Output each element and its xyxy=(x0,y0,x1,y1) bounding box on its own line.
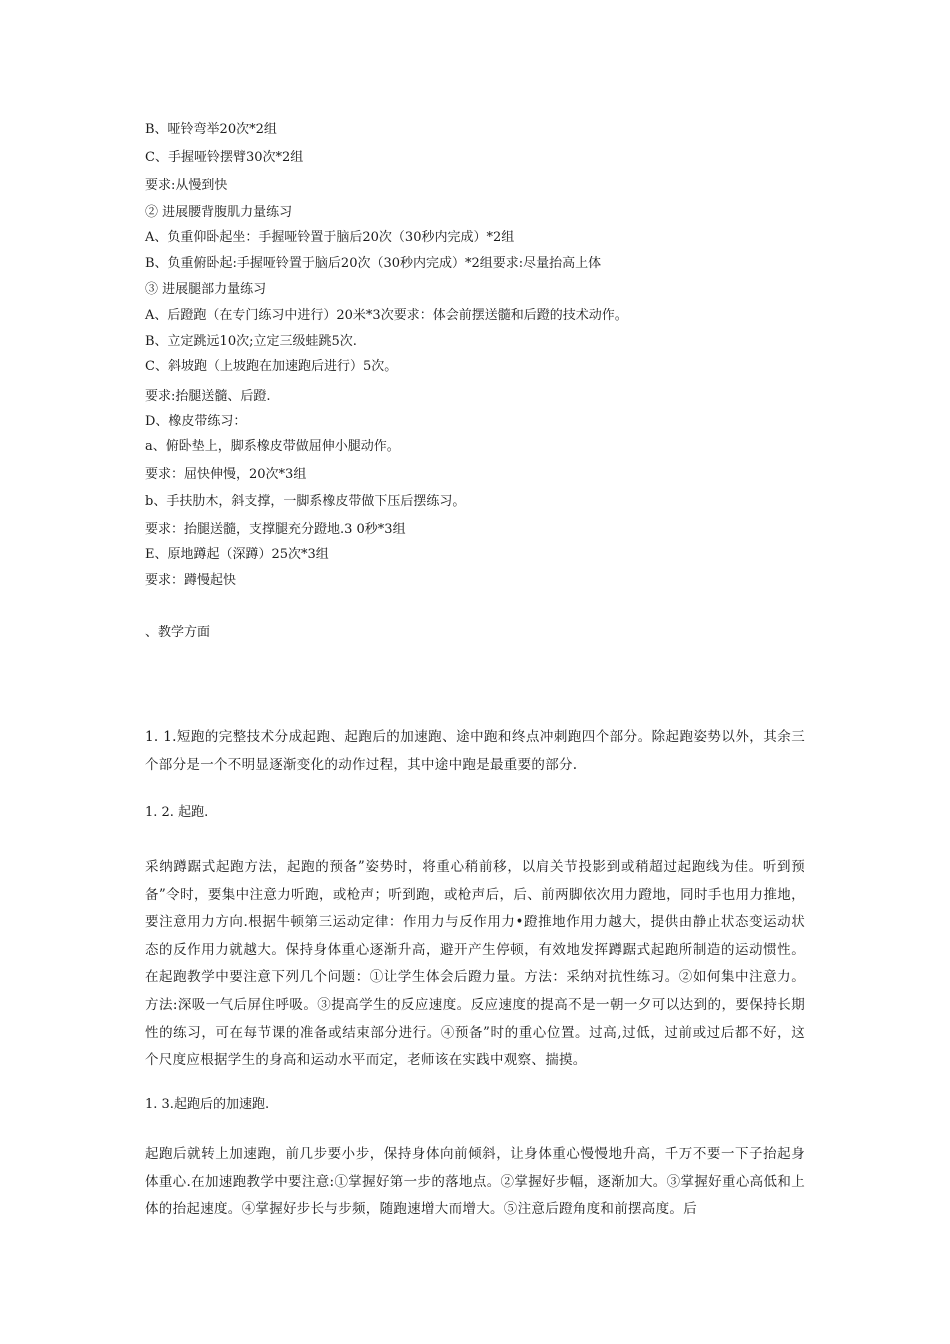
text-line: A、负重仰卧起坐：手握哑铃置于脑后20次（30秒内完成）*2组 xyxy=(145,230,515,245)
text-line: 要求:从慢到快 xyxy=(145,178,228,193)
paragraph-1-3: 起跑后就转上加速跑，前几步要小步，保持身体向前倾斜，让身体重心慢慢地升高，千万不要一下子抬起身体重心.在加速跑教学中要注意:①掌握好第一步的落地点。②掌握好步幅，逐渐加大。③掌握好重心高低和上体的抬起速度。④掌握好步长与步频，随跑速增大而增大。⑤注意后蹬角度和前摆高度。后 xyxy=(145,1146,805,1218)
text-line: B、立定跳远10次;立定三级蛙跳5次. xyxy=(145,334,357,349)
text-line: 要求：屈快伸慢，20次*3组 xyxy=(145,467,307,482)
text-line: a、俯卧垫上，脚系橡皮带做屈伸小腿动作。 xyxy=(145,439,400,454)
text-line: B、负重俯卧起:手握哑铃置于脑后20次（30秒内完成）*2组要求:尽量抬高上体 xyxy=(145,256,602,271)
text-line: 要求:抬腿送髓、后蹬. xyxy=(145,389,271,404)
text-line: 要求：抬腿送髓，支撑腿充分蹬地.3 0秒*3组 xyxy=(145,522,406,537)
text-line: C、手握哑铃摆臂30次*2组 xyxy=(145,150,304,165)
text-line: D、橡皮带练习： xyxy=(145,414,247,429)
text-line: ③ 进展腿部力量练习 xyxy=(145,282,267,297)
text-line: ② 进展腰背腹肌力量练习 xyxy=(145,205,293,220)
section-heading: 、教学方面 xyxy=(145,625,211,640)
paragraph-1-1: 1. 1.短跑的完整技术分成起跑、起跑后的加速跑、途中跑和终点冲刺跑四个部分。除起跑姿势以外，其余三个部分是一个不明显逐渐变化的动作过程，其中途中跑是最重要的部分. xyxy=(145,729,805,773)
paragraph-1-2: 采纳蹲踞式起跑方法，起跑的预备”姿势时，将重心稍前移，以肩关节投影到或稍超过起跑线为佳。听到预备”令时，要集中注意力听跑，或枪声；听到跑，或枪声后，后、前两脚依次用力蹬地，同时手也用力推地，要注意用力方向.根据牛顿第三运动定律：作用力与反作用力•蹬推地作用力越大，提供由静止状态变运动状态的反作用力就越大。保持身体重心逐渐升高，避开产生停顿，有效地发挥蹲踞式起跑所制造的运动惯性。在起跑教学中要注意下列几个问题：①让学生体会后蹬力量。方法：采纳对抗性练习。②如何集中注意力。方法:深吸一气后屏住呼吸。③提高学生的反应速度。反应速度的提高不是一朝一夕可以达到的，要保持长期性的练习，可在每节课的准备或结束部分进行。④预备”时的重心位置。过高,过低，过前或过后都不好，这个尺度应根据学生的身高和运动水平而定，老师该在实践中观察、揣摸。 xyxy=(145,859,805,1069)
subheading-1-3: 1. 3.起跑后的加速跑. xyxy=(145,1097,270,1112)
text-line: E、原地蹲起（深蹲）25次*3组 xyxy=(145,547,329,562)
text-line: b、手扶肋木，斜支撑，一脚系橡皮带做下压后摆练习。 xyxy=(145,494,466,509)
text-line: B、哑铃弯举20次*2组 xyxy=(145,122,277,137)
text-line: 要求：蹲慢起快 xyxy=(145,573,237,588)
subheading-1-2: 1. 2. 起跑. xyxy=(145,805,209,820)
text-line: A、后蹬跑（在专门练习中进行）20米*3次要求：体会前摆送髓和后蹬的技术动作。 xyxy=(145,308,628,323)
text-line: C、斜坡跑（上坡跑在加速跑后进行）5次。 xyxy=(145,359,398,374)
